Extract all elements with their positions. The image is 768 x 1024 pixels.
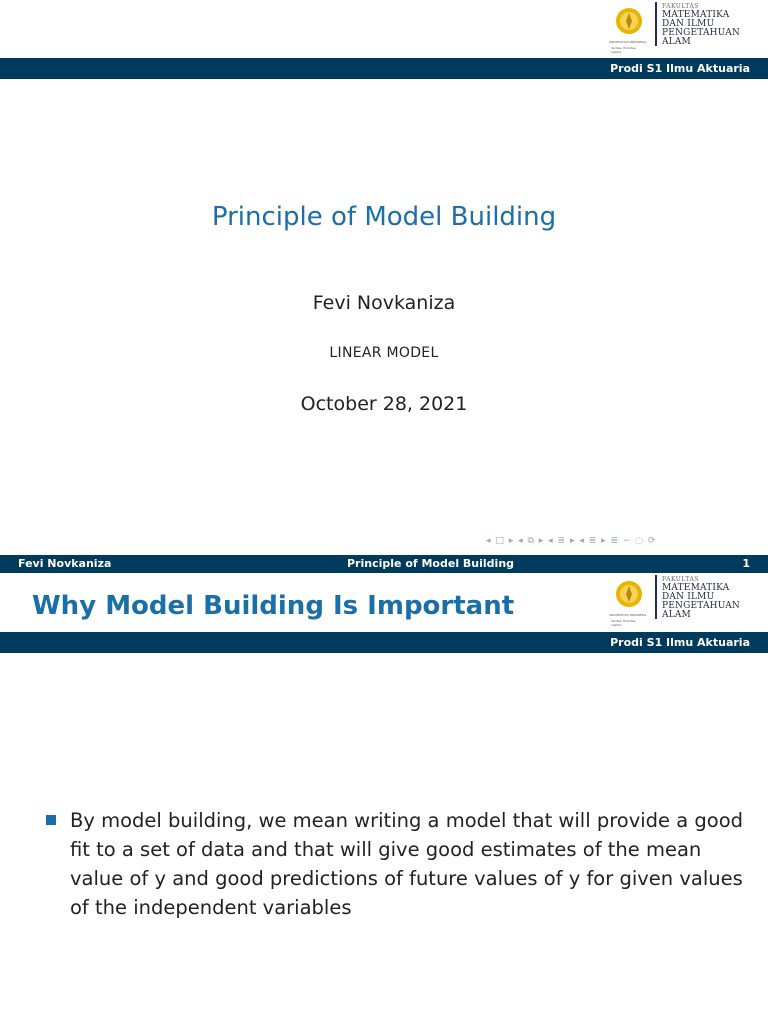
university-name: UNIVERSITAS INDONESIA	[608, 40, 647, 44]
faculty-logo	[608, 2, 740, 54]
bullet-square-icon	[46, 815, 56, 825]
logo-divider	[655, 575, 657, 619]
program-label: Prodi S1 Ilmu Aktuaria	[610, 62, 750, 75]
header-bar	[0, 58, 768, 79]
faculty-logo-2	[608, 575, 740, 627]
presentation-date: October 28, 2021	[300, 393, 468, 415]
university-seal-icon	[611, 578, 647, 614]
header-bar-2	[0, 632, 768, 653]
beamer-navigation[interactable]: ◂ □ ▸ ◂ ⧉ ▸ ◂ ≣ ▸ ◂ ≣ ▸ ≣ ∽ ◌ ⟳	[486, 536, 657, 546]
slide-title: Why Model Building Is Important	[32, 591, 515, 621]
program-label: Prodi S1 Ilmu Aktuaria	[610, 636, 750, 649]
faculty-name: FAKULTAS MATEMATIKA DAN ILMU PENGETAHUAN ALAM	[661, 576, 740, 620]
presentation-title: Principle of Model Building	[211, 202, 557, 232]
presentation-author: Fevi Novkaniza	[312, 292, 456, 314]
bullet-text: By model building, we mean writing a model that will provide a good fit to a set of data and that will give good estimates of the mean value of y and good predictions of future values of y for given values of the independent variables	[70, 809, 744, 919]
course-name: LINEAR MODEL	[329, 345, 439, 361]
faculty-name: FAKULTAS MATEMATIKA DAN ILMU PENGETAHUAN ALAM	[661, 3, 740, 47]
university-name: UNIVERSITAS INDONESIA	[608, 613, 647, 617]
university-seal-icon	[611, 5, 647, 41]
footer-page: 1	[742, 557, 750, 570]
footer-title: Principle of Model Building	[347, 557, 515, 570]
bullet-item	[46, 806, 746, 922]
content-slide	[0, 573, 768, 1024]
logo-divider	[655, 2, 657, 46]
footer-author: Fevi Novkaniza	[18, 557, 112, 570]
footer-bar	[0, 555, 768, 573]
university-motto: Veritas, Probitas, Iustitia	[610, 619, 637, 627]
university-motto: Veritas, Probitas, Iustitia	[610, 46, 637, 54]
